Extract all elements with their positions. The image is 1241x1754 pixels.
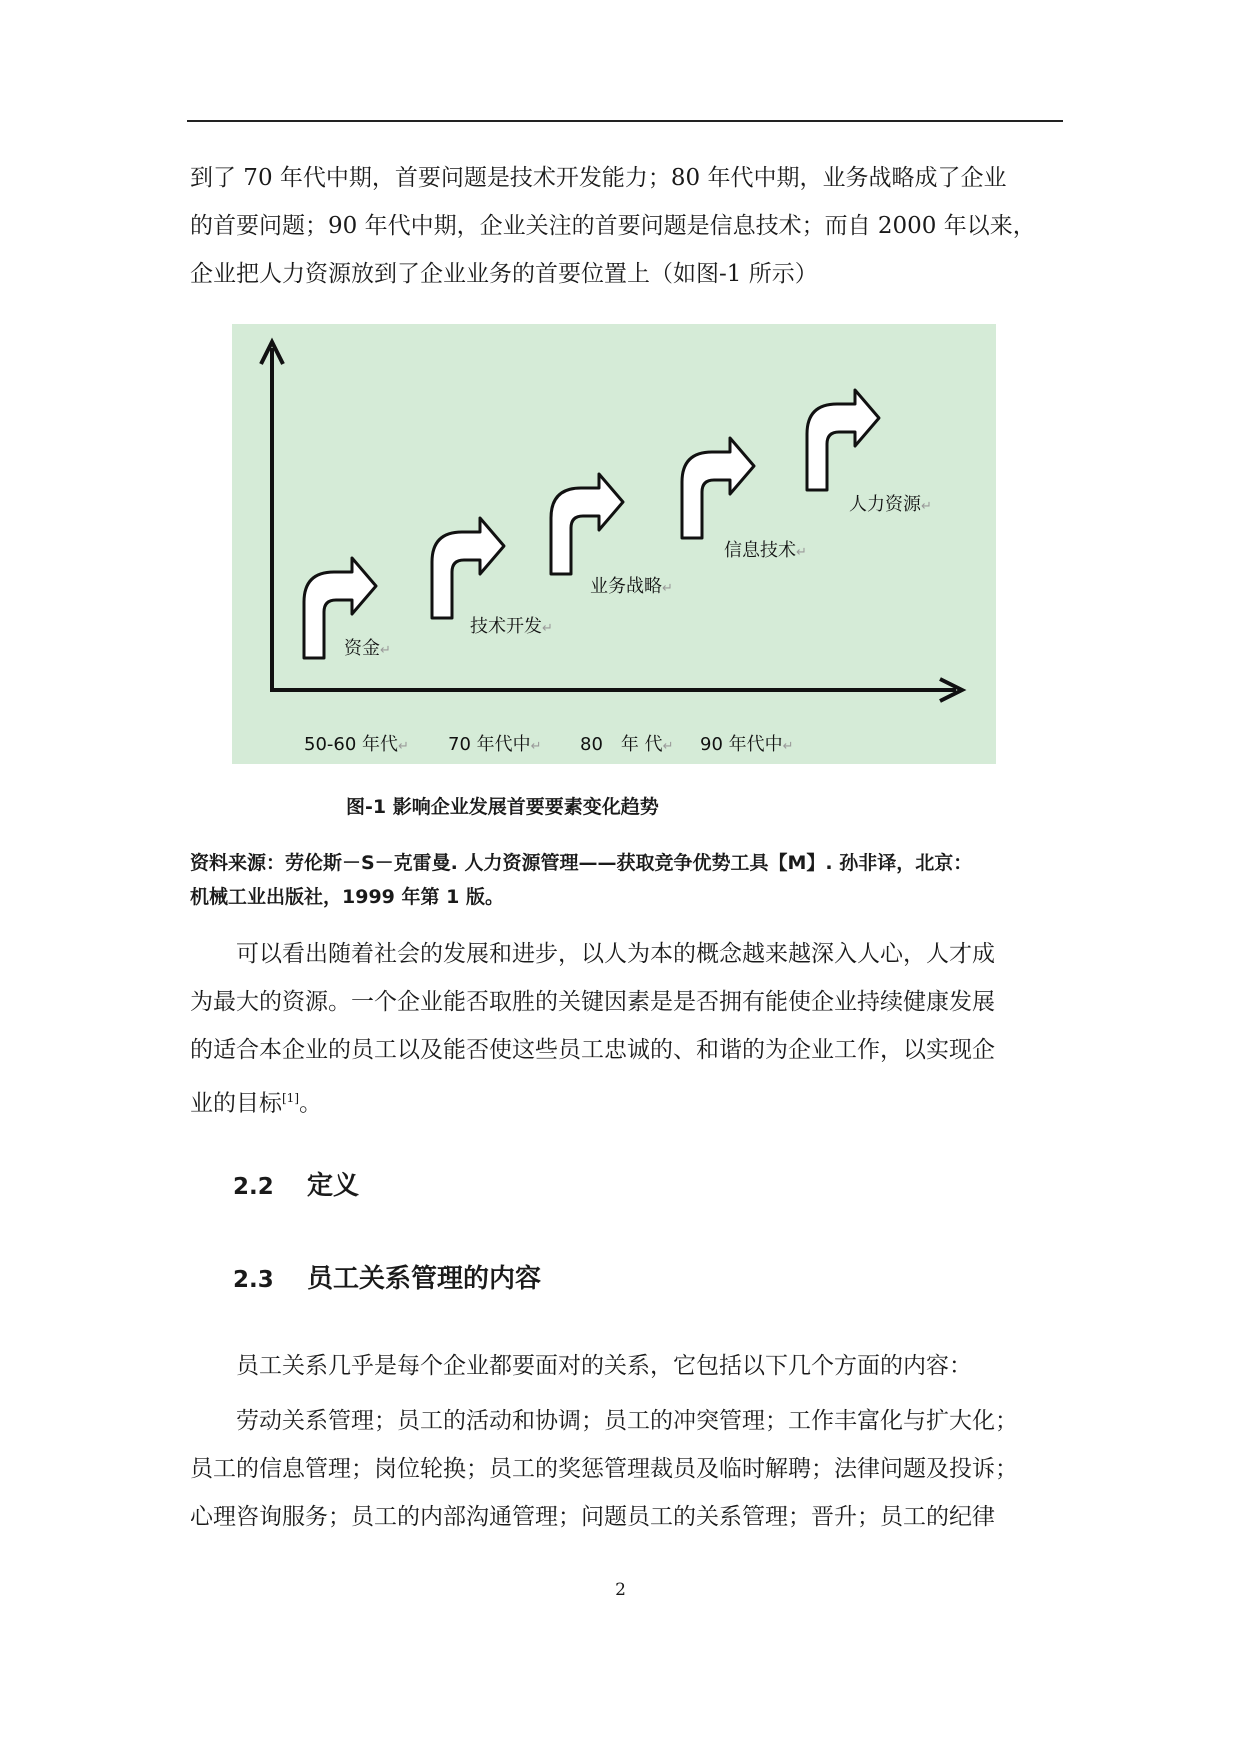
step-label: 资金↵ bbox=[344, 638, 391, 659]
text-line: 的首要问题；90 年代中期，企业关注的首要问题是信息技术；而自 2000 年以来， bbox=[190, 213, 1036, 239]
figure-source bbox=[190, 846, 1058, 914]
paragraph-4 bbox=[190, 1397, 1058, 1541]
period-label: 70 年代中↵ bbox=[448, 734, 542, 755]
paragraph-3 bbox=[190, 1342, 1058, 1390]
step-label: 人力资源↵ bbox=[849, 494, 932, 515]
section-heading-2-3 bbox=[233, 1258, 541, 1295]
page-number: 2 bbox=[615, 1580, 626, 1600]
text-line: 可以看出随着社会的发展和进步，以人为本的概念越来越深入人心，人才成 bbox=[236, 941, 995, 967]
section-title: 定义 bbox=[307, 1171, 360, 1201]
paragraph-1 bbox=[190, 154, 1058, 298]
period-label: 90 年代中↵ bbox=[700, 734, 794, 755]
step-arrow-4 bbox=[682, 438, 754, 538]
trend-figure bbox=[232, 324, 996, 764]
text-line: 劳动关系管理；员工的活动和协调；员工的冲突管理；工作丰富化与扩大化； bbox=[236, 1408, 1018, 1434]
source-line: 机械工业出版社，1999 年第 1 版。 bbox=[190, 886, 504, 908]
step-arrow-5 bbox=[807, 390, 879, 490]
text-line: 为最大的资源。一个企业能否取胜的关键因素是是否拥有能使企业持续健康发展 bbox=[190, 989, 995, 1015]
text-line: 心理咨询服务；员工的内部沟通管理；问题员工的关系管理；晋升；员工的纪律 bbox=[190, 1504, 995, 1530]
step-arrow-2 bbox=[432, 518, 504, 618]
step-label: 技术开发↵ bbox=[470, 616, 553, 637]
step-arrow-3 bbox=[551, 474, 623, 574]
trend-diagram bbox=[232, 324, 996, 764]
paragraph-2 bbox=[190, 930, 1058, 1128]
text-line: 员工关系几乎是每个企业都要面对的关系，它包括以下几个方面的内容： bbox=[236, 1353, 972, 1379]
text-line: 企业把人力资源放到了企业业务的首要位置上（如图-1 所示） bbox=[190, 261, 818, 287]
section-number: 2.2 bbox=[233, 1174, 274, 1200]
text-line: 到了 70 年代中期，首要问题是技术开发能力；80 年代中期，业务战略成了企业 bbox=[190, 165, 1007, 191]
step-label: 信息技术↵ bbox=[724, 540, 807, 561]
citation-ref[interactable]: [1] bbox=[282, 1091, 299, 1105]
section-number: 2.3 bbox=[233, 1267, 274, 1293]
source-line: 资料来源：劳伦斯－S－克雷曼. 人力资源管理——获取竞争优势工具【M】. 孙非译，北京： bbox=[190, 852, 973, 874]
text-line: 业的目标[1]。 bbox=[190, 1090, 322, 1117]
section-title: 员工关系管理的内容 bbox=[307, 1264, 542, 1294]
header-rule bbox=[187, 120, 1063, 122]
section-heading-2-2 bbox=[233, 1165, 359, 1202]
figure-caption: 图-1 影响企业发展首要要素变化趋势 bbox=[346, 796, 659, 818]
text-line: 员工的信息管理；岗位轮换；员工的奖惩管理裁员及临时解聘；法律问题及投诉； bbox=[190, 1456, 1018, 1482]
text-line: 的适合本企业的员工以及能否使这些员工忠诚的、和谐的为企业工作，以实现企 bbox=[190, 1037, 995, 1063]
period-label: 50-60 年代↵ bbox=[304, 734, 409, 755]
step-label: 业务战略↵ bbox=[590, 576, 673, 597]
period-label: 80 年 代↵ bbox=[580, 734, 674, 755]
